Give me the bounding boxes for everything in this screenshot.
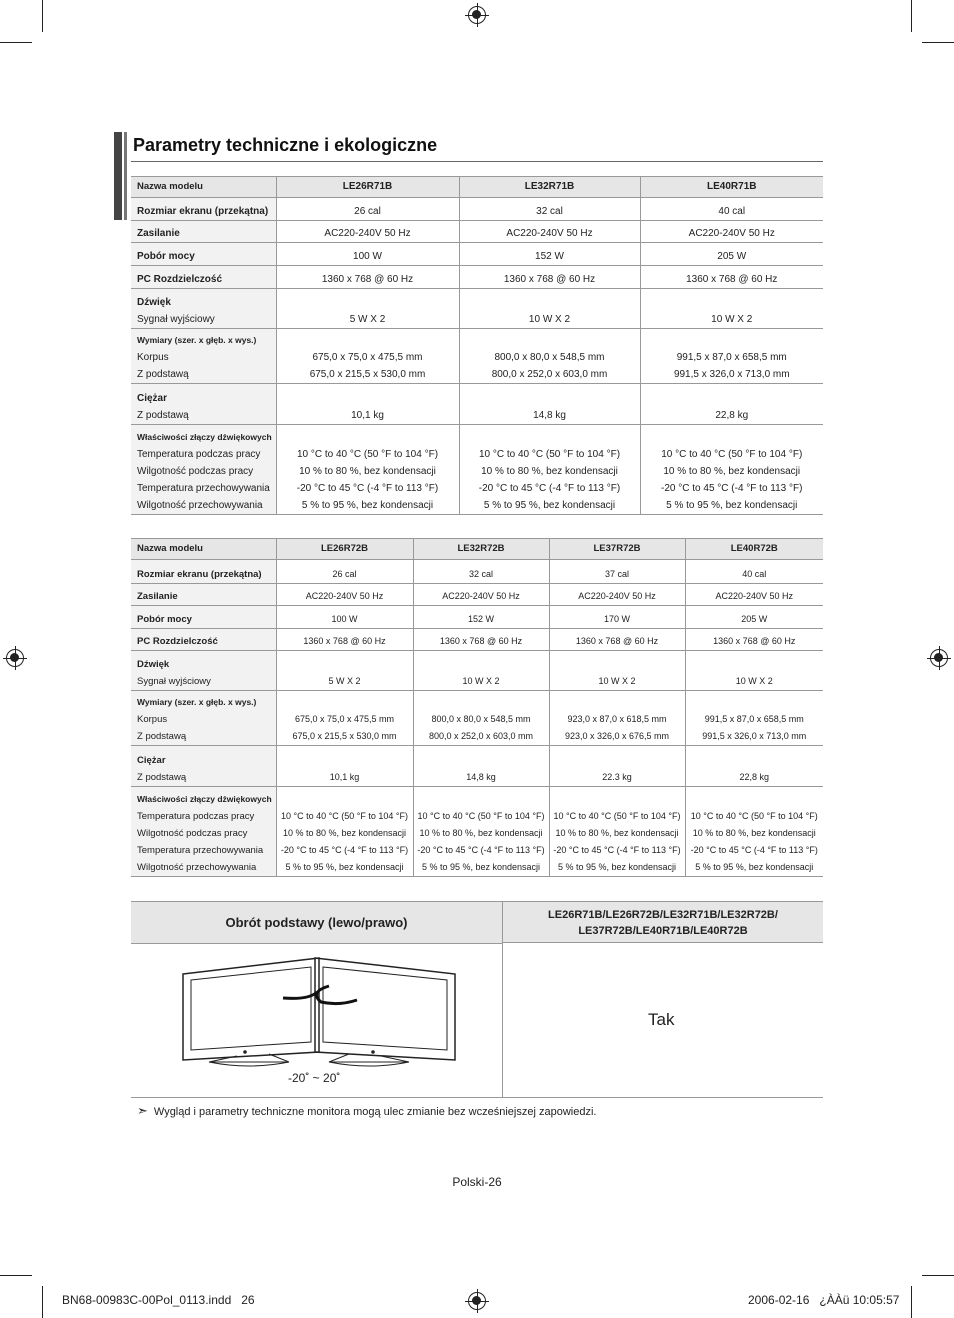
value-env-st-temp: -20 °C to 45 °C (-4 °F to 113 °F) bbox=[478, 483, 621, 494]
value-env bbox=[413, 787, 549, 877]
value-sound: 5 W X 2 bbox=[276, 651, 413, 691]
value-env-op-temp: 10 °C to 40 °C (50 °F to 104 °F) bbox=[417, 811, 545, 821]
crop-mark bbox=[911, 0, 912, 32]
value-env-op-hum: 10 % to 80 %, bez kondensacji bbox=[419, 828, 543, 838]
value-env-op-hum: 10 % to 80 %, bez kondensacji bbox=[692, 828, 816, 838]
value-screen: 26 cal bbox=[276, 198, 459, 221]
value-env-st-temp: -20 °C to 45 °C (-4 °F to 113 °F) bbox=[690, 845, 818, 855]
label-pc-res: PC Rozdzielczość bbox=[131, 629, 276, 651]
value-dims bbox=[640, 329, 823, 384]
label-dims-group bbox=[131, 691, 276, 746]
value-power: AC220-240V 50 Hz bbox=[459, 221, 640, 243]
label-env-st-temp: Temperatura przechowywania bbox=[137, 845, 264, 856]
rotation-header: Obrót podstawy (lewo/prawo) bbox=[131, 902, 503, 944]
label-dims: Wymiary (szer. x głęb. x wys.) bbox=[137, 335, 257, 345]
value-screen: 32 cal bbox=[413, 560, 549, 584]
crop-mark bbox=[911, 1286, 912, 1318]
value-pc-res: 1360 x 768 @ 60 Hz bbox=[549, 629, 685, 651]
value-power: AC220-240V 50 Hz bbox=[276, 221, 459, 243]
label-env-op-hum: Wilgotność podczas pracy bbox=[137, 466, 254, 477]
value-weight: 10,1 kg bbox=[276, 384, 459, 425]
value-weight: 22,8 kg bbox=[685, 746, 823, 787]
note-arrow-icon: ➣ bbox=[137, 1103, 148, 1118]
label-consumption: Pobór mocy bbox=[131, 606, 276, 629]
value-dims-stand: 923,0 x 326,0 x 676,5 mm bbox=[564, 731, 670, 741]
model-name: LE26R72B bbox=[276, 539, 413, 560]
value-env bbox=[640, 425, 823, 515]
value-env-op-temp: 10 °C to 40 °C (50 °F to 104 °F) bbox=[478, 449, 621, 460]
label-env: Właściwości złączy dźwiękowych bbox=[137, 432, 272, 442]
crop-mark bbox=[922, 1275, 954, 1276]
label-env-st-temp: Temperatura przechowywania bbox=[137, 483, 270, 494]
crop-mark bbox=[42, 0, 43, 32]
registration-mark-icon bbox=[6, 649, 24, 667]
value-env bbox=[459, 425, 640, 515]
value-env-st-hum: 5 % to 95 %, bez kondensacji bbox=[666, 500, 798, 511]
value-power: AC220-240V 50 Hz bbox=[640, 221, 823, 243]
value-consumption: 170 W bbox=[549, 606, 685, 629]
value-sound: 10 W X 2 bbox=[685, 651, 823, 691]
value-weight: 22.3 kg bbox=[549, 746, 685, 787]
page-title: Parametry techniczne i ekologiczne bbox=[133, 135, 438, 155]
value-env-st-hum: 5 % to 95 %, bez kondensacji bbox=[695, 862, 814, 872]
spec-table-r72 bbox=[131, 538, 823, 877]
crop-mark bbox=[0, 1275, 32, 1276]
value-sound: 10 W X 2 bbox=[413, 651, 549, 691]
value-dims bbox=[685, 691, 823, 746]
value-pc-res: 1360 x 768 @ 60 Hz bbox=[276, 629, 413, 651]
value-dims-stand: 675,0 x 215,5 x 530,0 mm bbox=[292, 731, 397, 741]
value-dims-stand: 800,0 x 252,0 x 603,0 mm bbox=[428, 731, 534, 741]
value-env-op-temp: 10 °C to 40 °C (50 °F to 104 °F) bbox=[281, 811, 408, 821]
tv-rotation-illustration bbox=[179, 956, 459, 1068]
rotation-models-line1: LE26R71B/LE26R72B/LE32R71B/LE32R72B/ bbox=[548, 909, 778, 921]
value-pc-res: 1360 x 768 @ 60 Hz bbox=[685, 629, 823, 651]
value-pc-res: 1360 x 768 @ 60 Hz bbox=[276, 266, 459, 289]
label-env-op-temp: Temperatura podczas pracy bbox=[137, 811, 255, 822]
model-name: LE40R72B bbox=[685, 539, 823, 560]
label-sound-group bbox=[131, 289, 276, 329]
value-env bbox=[549, 787, 685, 877]
label-consumption: Pobór mocy bbox=[131, 243, 276, 266]
value-consumption: 100 W bbox=[276, 243, 459, 266]
registration-mark-icon bbox=[930, 649, 948, 667]
value-env-st-hum: 5 % to 95 %, bez kondensacji bbox=[483, 500, 616, 511]
model-name: LE32R72B bbox=[413, 539, 549, 560]
value-pc-res: 1360 x 768 @ 60 Hz bbox=[459, 266, 640, 289]
value-env-op-hum: 10 % to 80 %, bez kondensacji bbox=[663, 466, 801, 477]
value-consumption: 100 W bbox=[276, 606, 413, 629]
label-sound-group bbox=[131, 651, 276, 691]
label-sound-sub: Sygnał wyjściowy bbox=[137, 314, 215, 325]
value-dims-body: 675,0 x 75,0 x 475,5 mm bbox=[312, 352, 423, 363]
value-env-st-temp: -20 °C to 45 °C (-4 °F to 113 °F) bbox=[661, 483, 803, 494]
value-dims bbox=[413, 691, 549, 746]
value-env-op-hum: 10 % to 80 %, bez kondensacji bbox=[555, 828, 679, 838]
value-dims-body: 991,5 x 87,0 x 658,5 mm bbox=[676, 352, 787, 363]
value-dims-body: 800,0 x 80,0 x 548,5 mm bbox=[494, 352, 605, 363]
value-dims-stand: 991,5 x 326,0 x 713,0 mm bbox=[702, 731, 807, 741]
value-screen: 40 cal bbox=[685, 560, 823, 584]
footer-file: BN68-00983C-00Pol_0113.indd 26 bbox=[62, 1293, 255, 1307]
label-weight-group bbox=[131, 746, 276, 787]
label-pc-res: PC Rozdzielczość bbox=[131, 266, 276, 289]
value-consumption: 152 W bbox=[413, 606, 549, 629]
registration-mark-icon bbox=[468, 1292, 486, 1310]
value-env-st-temp: -20 °C to 45 °C (-4 °F to 113 °F) bbox=[296, 483, 439, 494]
value-sound: 5 W X 2 bbox=[276, 289, 459, 329]
crop-mark bbox=[922, 42, 954, 43]
label-dims-body: Korpus bbox=[137, 714, 168, 725]
value-env bbox=[685, 787, 823, 877]
label-weight-sub: Z podstawą bbox=[137, 410, 189, 421]
model-name: LE40R71B bbox=[640, 177, 823, 198]
label-power: Zasilanie bbox=[131, 584, 276, 606]
value-consumption: 205 W bbox=[640, 243, 823, 266]
value-power: AC220-240V 50 Hz bbox=[549, 584, 685, 606]
value-screen: 26 cal bbox=[276, 560, 413, 584]
value-env-op-hum: 10 % to 80 %, bez kondensacji bbox=[282, 828, 407, 838]
value-dims bbox=[276, 691, 413, 746]
footer-date: 2006-02-16 ¿ÀÀü 10:05:57 bbox=[748, 1293, 900, 1307]
label-dims-stand: Z podstawą bbox=[137, 369, 189, 380]
title-accent-bar bbox=[124, 132, 127, 220]
value-env-st-hum: 5 % to 95 %, bez kondensacji bbox=[421, 862, 541, 872]
rotation-models bbox=[503, 902, 823, 943]
value-dims bbox=[459, 329, 640, 384]
value-env-st-temp: -20 °C to 45 °C (-4 °F to 113 °F) bbox=[553, 845, 681, 855]
label-sound: Dźwięk bbox=[137, 297, 171, 308]
value-screen: 40 cal bbox=[640, 198, 823, 221]
spec-table-r71 bbox=[131, 176, 823, 515]
label-model: Nazwa modelu bbox=[131, 177, 276, 198]
label-env-st-hum: Wilgotność przechowywania bbox=[137, 862, 257, 873]
label-dims-stand: Z podstawą bbox=[137, 731, 187, 742]
value-env bbox=[276, 425, 459, 515]
label-dims-group bbox=[131, 329, 276, 384]
model-name: LE32R71B bbox=[459, 177, 640, 198]
label-env-group bbox=[131, 425, 276, 515]
value-env-op-temp: 10 °C to 40 °C (50 °F to 104 °F) bbox=[690, 811, 818, 821]
label-weight: Ciężar bbox=[137, 755, 166, 766]
value-weight: 10,1 kg bbox=[276, 746, 413, 787]
value-dims bbox=[549, 691, 685, 746]
value-env-op-temp: 10 °C to 40 °C (50 °F to 104 °F) bbox=[553, 811, 681, 821]
page-number: Polski-26 bbox=[452, 1175, 502, 1189]
label-env-op-temp: Temperatura podczas pracy bbox=[137, 449, 261, 460]
value-power: AC220-240V 50 Hz bbox=[276, 584, 413, 606]
value-env-st-hum: 5 % to 95 %, bez kondensacji bbox=[285, 862, 404, 872]
title-accent-bar bbox=[114, 132, 122, 220]
label-env-group bbox=[131, 787, 276, 877]
label-sound-sub: Sygnał wyjściowy bbox=[137, 676, 211, 687]
spec-note bbox=[137, 1103, 596, 1119]
value-consumption: 152 W bbox=[459, 243, 640, 266]
value-dims-body: 923,0 x 87,0 x 618,5 mm bbox=[567, 714, 667, 724]
value-sound: 10 W X 2 bbox=[459, 289, 640, 329]
value-env-st-temp: -20 °C to 45 °C (-4 °F to 113 °F) bbox=[280, 845, 409, 855]
label-weight: Ciężar bbox=[137, 393, 168, 404]
label-sound: Dźwięk bbox=[137, 659, 170, 670]
label-weight-group bbox=[131, 384, 276, 425]
label-env-op-hum: Wilgotność podczas pracy bbox=[137, 828, 248, 839]
label-env: Właściwości złączy dźwiękowych bbox=[137, 794, 272, 804]
value-dims-stand: 991,5 x 326,0 x 713,0 mm bbox=[673, 369, 790, 380]
value-dims-body: 675,0 x 75,0 x 475,5 mm bbox=[294, 714, 395, 724]
value-power: AC220-240V 50 Hz bbox=[685, 584, 823, 606]
value-env-st-hum: 5 % to 95 %, bez kondensacji bbox=[557, 862, 677, 872]
value-dims-stand: 675,0 x 215,5 x 530,0 mm bbox=[309, 369, 426, 380]
value-dims bbox=[276, 329, 459, 384]
rotation-models-line2: LE37R72B/LE40R71B/LE40R72B bbox=[578, 925, 748, 937]
value-weight: 14,8 kg bbox=[413, 746, 549, 787]
value-consumption: 205 W bbox=[685, 606, 823, 629]
value-power: AC220-240V 50 Hz bbox=[413, 584, 549, 606]
label-power: Zasilanie bbox=[131, 221, 276, 243]
value-dims-stand: 800,0 x 252,0 x 603,0 mm bbox=[491, 369, 608, 380]
note-text: Wygląd i parametry techniczne monitora mogą ulec zmianie bez wcześniejszej zapowiedzi. bbox=[153, 1106, 597, 1118]
value-env-st-temp: -20 °C to 45 °C (-4 °F to 113 °F) bbox=[417, 845, 545, 855]
crop-mark bbox=[0, 42, 32, 43]
value-env bbox=[276, 787, 413, 877]
rotation-angle: -20˚ ~ 20˚ bbox=[288, 1071, 341, 1085]
label-dims: Wymiary (szer. x głęb. x wys.) bbox=[137, 697, 257, 707]
rotation-divider bbox=[502, 943, 503, 1097]
value-env-op-hum: 10 % to 80 %, bez kondensacji bbox=[299, 466, 436, 477]
value-weight: 14,8 kg bbox=[459, 384, 640, 425]
value-sound: 10 W X 2 bbox=[549, 651, 685, 691]
model-name: LE26R71B bbox=[276, 177, 459, 198]
crop-mark bbox=[42, 1286, 43, 1318]
value-env-op-hum: 10 % to 80 %, bez kondensacji bbox=[481, 466, 618, 477]
label-weight-sub: Z podstawą bbox=[137, 772, 187, 783]
value-dims-body: 800,0 x 80,0 x 548,5 mm bbox=[431, 714, 531, 724]
registration-mark-icon bbox=[468, 6, 486, 24]
label-dims-body: Korpus bbox=[137, 352, 169, 363]
value-env-op-temp: 10 °C to 40 °C (50 °F to 104 °F) bbox=[296, 449, 439, 460]
model-name: LE37R72B bbox=[549, 539, 685, 560]
value-env-op-temp: 10 °C to 40 °C (50 °F to 104 °F) bbox=[661, 449, 803, 460]
value-screen: 37 cal bbox=[549, 560, 685, 584]
value-env-st-hum: 5 % to 95 %, bez kondensacji bbox=[301, 500, 434, 511]
value-pc-res: 1360 x 768 @ 60 Hz bbox=[640, 266, 823, 289]
rotation-value: Tak bbox=[648, 1010, 675, 1029]
label-screen: Rozmiar ekranu (przekątna) bbox=[131, 198, 276, 221]
title-underline bbox=[131, 161, 823, 162]
value-sound: 10 W X 2 bbox=[640, 289, 823, 329]
label-env-st-hum: Wilgotność przechowywania bbox=[137, 500, 263, 511]
stand-rotation-table bbox=[131, 901, 823, 1098]
label-screen: Rozmiar ekranu (przekątna) bbox=[131, 560, 276, 584]
label-model: Nazwa modelu bbox=[131, 539, 276, 560]
value-screen: 32 cal bbox=[459, 198, 640, 221]
value-weight: 22,8 kg bbox=[640, 384, 823, 425]
value-pc-res: 1360 x 768 @ 60 Hz bbox=[413, 629, 549, 651]
value-dims-body: 991,5 x 87,0 x 658,5 mm bbox=[704, 714, 804, 724]
